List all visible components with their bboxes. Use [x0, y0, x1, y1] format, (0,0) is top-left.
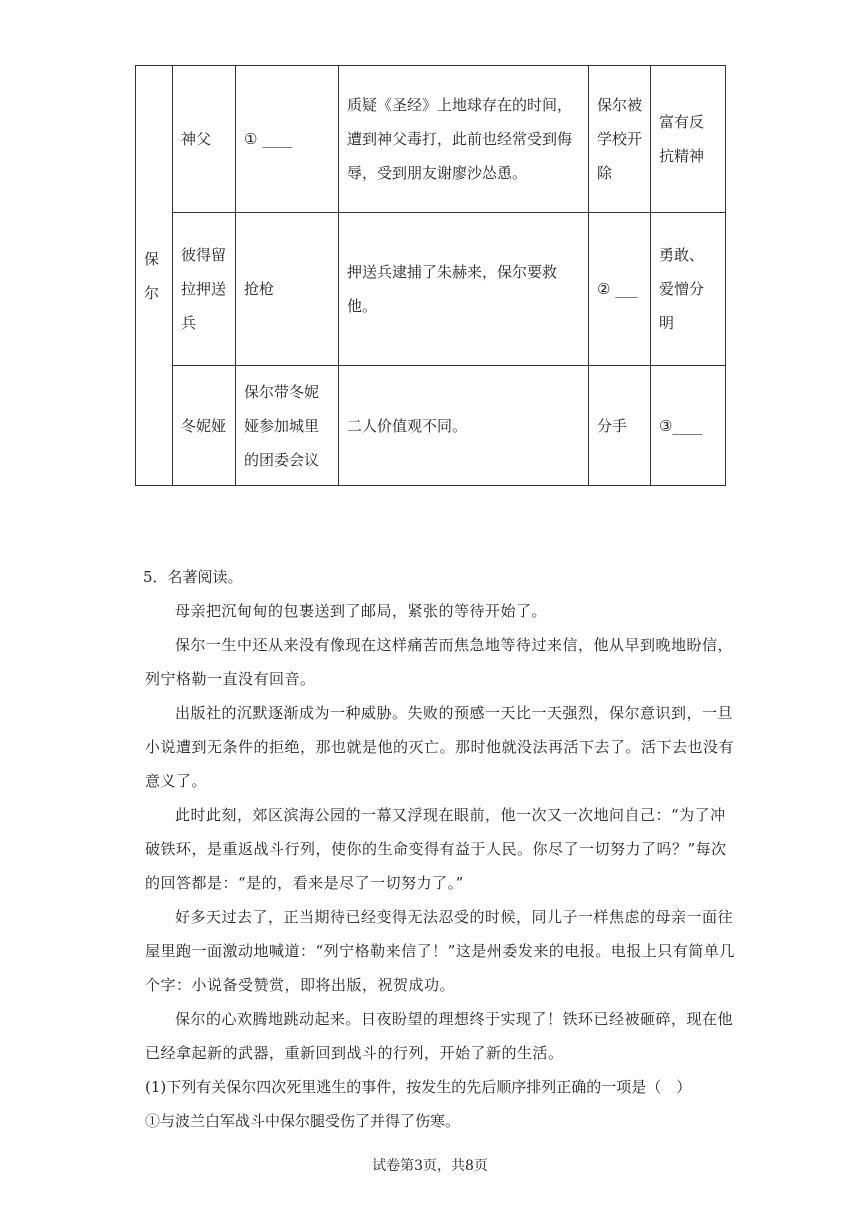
passage-paragraph: 保尔的心欢腾地跳动起来。日夜盼望的理想终于实现了！铁环已经被砸碎，现在他已经拿起新的武器，重新回到战斗的行列，开始了新的生活。 — [145, 1010, 734, 1062]
passage-paragraph: 好多天过去了，正当期待已经变得无法忍受的时候，同儿子一样焦虑的母亲一面往屋里跑一面激动地喊道：“列宁格勒来信了！”这是州委发来的电报。电报上只有简单几个字：小说备受赞赏，即将出版，祝贺成功。 — [145, 908, 735, 994]
result-cell: ② ___ — [589, 213, 651, 366]
cause-cell: 质疑《圣经》上地球存在的时间，遭到神父毒打，此前也经常受到侮辱，受到朋友谢廖沙怂恿。 — [339, 66, 589, 213]
person-cell: 彼得留拉押送兵 — [173, 213, 236, 366]
person-cell: 冬妮娅 — [173, 366, 236, 486]
table-row — [136, 366, 726, 486]
question-title: 5．名著阅读。 — [143, 568, 243, 586]
trait-cell: 富有反抗精神 — [651, 66, 726, 213]
event-cell: 抢枪 — [236, 213, 339, 366]
cause-cell: 押送兵逮捕了朱赫来，保尔要救他。 — [339, 213, 589, 366]
event-cell: 保尔带冬妮娅参加城里的团委会议 — [236, 366, 339, 486]
table-row — [136, 213, 726, 366]
trait-cell: ③____ — [651, 366, 726, 486]
passage-paragraph: 出版社的沉默逐渐成为一种威胁。失败的预感一天比一天强烈，保尔意识到，一旦小说遭到无条件的拒绝，那也就是他的灭亡。那时他就没法再活下去了。活下去也没有意义了。 — [145, 704, 735, 790]
sub-question: (1)下列有关保尔四次死里逃生的事件，按发生的先后顺序排列正确的一项是（ ） — [145, 1078, 692, 1096]
table-row — [136, 66, 726, 213]
group-label-cell: 保尔 — [136, 66, 173, 486]
reading-question — [145, 560, 735, 1138]
cause-cell: 二人价值观不同。 — [339, 366, 589, 486]
passage-paragraph: 母亲把沉甸甸的包裹送到了邮局，紧张的等待开始了。 — [175, 602, 548, 620]
character-table — [135, 65, 726, 486]
passage-paragraph: 此时此刻，郊区滨海公园的一幕又浮现在眼前，他一次又一次地问自己：“为了冲破铁环，是重返战斗行列，使你的生命变得有益于人民。你尽了一切努力了吗？”每次的回答都是：“是的，看来是尽了一切努力了。” — [145, 806, 727, 892]
trait-cell: 勇敢、爱憎分明 — [651, 213, 726, 366]
person-cell: 神父 — [173, 66, 236, 213]
result-cell: 保尔被学校开除 — [589, 66, 651, 213]
option-1: ①与波兰白军战斗中保尔腿受伤了并得了伤寒。 — [145, 1112, 461, 1130]
page-footer: 试卷第3页，共8页 — [372, 1158, 488, 1174]
passage-paragraph: 保尔一生中还从来没有像现在这样痛苦而焦急地等待过来信，他从早到晚地盼信，列宁格勒一直没有回音。 — [145, 636, 734, 688]
event-cell: ① ____ — [236, 66, 339, 213]
result-cell: 分手 — [589, 366, 651, 486]
